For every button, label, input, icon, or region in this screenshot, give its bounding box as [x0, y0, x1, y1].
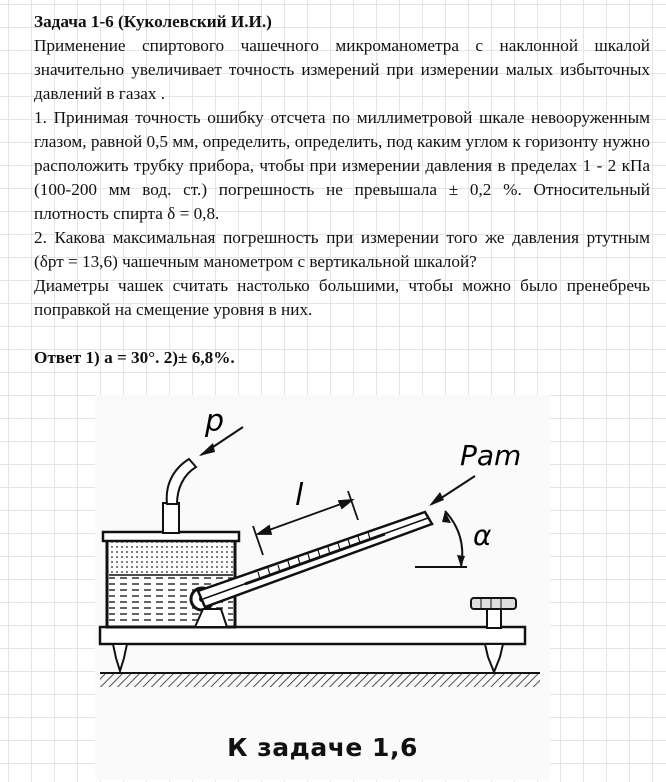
- micromanometer-drawing: [95, 395, 550, 725]
- problem-intro: Применение спиртового чашечного микроманометра с наклонной шкалой значительно увеличивает точность измерений при измерении малых избыточных давлений в газах .: [34, 36, 650, 103]
- label-alpha: α: [473, 519, 492, 552]
- problem-answer: Ответ 1) а = 30°. 2)± 6,8%.: [34, 348, 235, 367]
- right-foot: [485, 644, 503, 672]
- micromanometer-figure: [95, 395, 550, 780]
- atmospheric-pressure-arrow: [429, 476, 475, 506]
- label-l: l: [295, 478, 304, 513]
- leveling-screw: [471, 598, 516, 628]
- problem-note: Диаметры чашек считать настолько большими, чтобы можно было пренебречь поправкой на смещение уровня в них.: [34, 276, 650, 319]
- label-p-atm: Pam: [460, 439, 522, 472]
- base-plate: [100, 627, 525, 644]
- problem-text: [34, 10, 650, 370]
- ground-hatching: [100, 673, 540, 687]
- problem-title: Задача 1-6 (Куколевский И.И.): [34, 12, 272, 31]
- pressure-inlet-fitting: [163, 459, 196, 533]
- label-p: p: [205, 404, 225, 439]
- left-foot: [113, 644, 127, 671]
- problem-item-2: 2. Какова максимальная погрешность при измерении того же давления ртутным (δрт = 13,6) чашечным манометром с вертикальной шкалой?: [34, 228, 650, 271]
- problem-item-1: 1. Принимая точность ошибку отсчета по миллиметровой шкале невооруженным глазом, равной 0,5 мм, определить, определить, под каким углом к горизонту нужно расположить трубку прибора, чтобы при измерении давления в пределах 1 - 2 кПа (100-200 мм вод. ст.) погрешность не превышала ± 0,2 %. Относительный плотность спирта δ = 0,8.: [34, 108, 650, 223]
- figure-caption: К задаче 1,6: [227, 733, 418, 762]
